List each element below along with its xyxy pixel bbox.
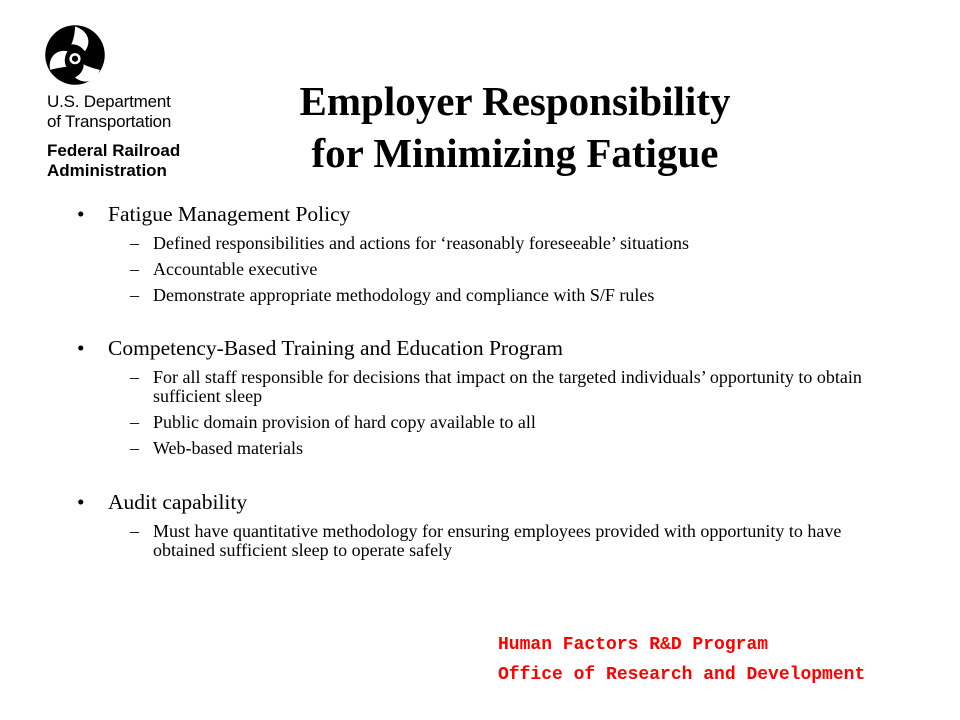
bullet-icon: • xyxy=(77,336,85,360)
footer-line-1: Human Factors R&D Program xyxy=(498,635,769,655)
sub-item-text: Web-based materials xyxy=(153,438,303,458)
slide-title-line-1: Employer Responsibility xyxy=(299,78,731,124)
agency-name xyxy=(47,92,180,181)
agency-line-3: Federal Railroad xyxy=(47,141,181,160)
sub-item xyxy=(77,522,877,560)
sub-item-text: Must have quantitative methodology for ensuring employees provided with opportunity to have obtained sufficient sleep to operate safely xyxy=(153,521,842,560)
dash-icon: – xyxy=(130,259,139,279)
bullet-text: Competency-Based Training and Education Program xyxy=(108,336,564,360)
sub-item-text: For all staff responsible for decisions that impact on the targeted individuals’ opportunity to obtain sufficient sleep xyxy=(153,367,862,406)
section-fatigue-policy xyxy=(77,201,877,305)
bullet-heading xyxy=(77,201,877,227)
sub-item xyxy=(77,413,877,432)
sub-item xyxy=(77,439,877,458)
sub-item xyxy=(77,368,877,406)
bullet-icon: • xyxy=(77,202,85,226)
slide-title-line-2: for Minimizing Fatigue xyxy=(311,130,719,176)
section-training-program xyxy=(77,335,877,458)
dash-icon: – xyxy=(130,438,139,458)
sub-item-text: Demonstrate appropriate methodology and compliance with S/F rules xyxy=(153,285,655,305)
sub-item-text: Defined responsibilities and actions for ‘reasonably foreseeable’ situations xyxy=(153,233,689,253)
agency-line-1: U.S. Department xyxy=(47,92,171,111)
section-audit-capability xyxy=(77,489,877,560)
sub-item-text: Accountable executive xyxy=(153,259,318,279)
dot-tri-swirl-icon xyxy=(44,24,106,86)
slide-content xyxy=(77,201,877,590)
sub-item xyxy=(77,234,877,253)
bullet-icon: • xyxy=(77,490,85,514)
agency-line-2: of Transportation xyxy=(47,112,172,131)
dash-icon: – xyxy=(130,285,139,305)
bullet-heading xyxy=(77,335,877,361)
dash-icon: – xyxy=(130,412,139,432)
dot-fra-logo xyxy=(40,22,210,192)
sub-item xyxy=(77,260,877,279)
bullet-heading xyxy=(77,489,877,515)
bullet-text: Fatigue Management Policy xyxy=(108,202,351,226)
dash-icon: – xyxy=(130,233,139,253)
agency-line-4: Administration xyxy=(47,161,167,180)
slide-title xyxy=(200,75,830,179)
bullet-text: Audit capability xyxy=(108,490,248,514)
program-footer xyxy=(498,630,865,690)
sub-item xyxy=(77,286,877,305)
footer-line-2: Office of Research and Development xyxy=(498,665,866,685)
dash-icon: – xyxy=(130,521,139,541)
sub-item-text: Public domain provision of hard copy available to all xyxy=(153,412,536,432)
dash-icon: – xyxy=(130,367,139,387)
